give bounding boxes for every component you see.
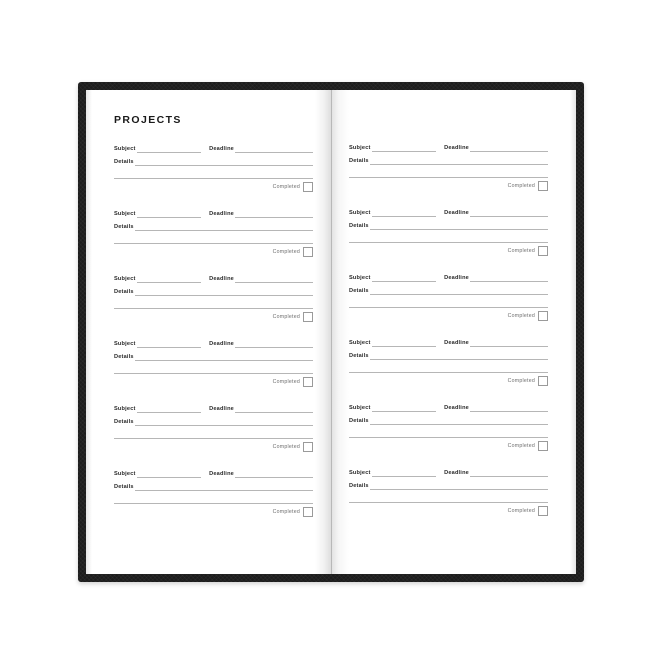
subject-input-line[interactable]: [137, 209, 201, 218]
note-row: [114, 166, 313, 179]
completed-label: Completed: [272, 509, 300, 515]
subject-deadline-row: [114, 335, 313, 348]
subject-label: Subject: [349, 144, 371, 151]
details-label: Details: [349, 417, 369, 424]
details-input-line[interactable]: [135, 222, 313, 231]
details-row: [114, 283, 313, 296]
deadline-input-line[interactable]: [470, 468, 548, 477]
details-label: Details: [114, 159, 134, 165]
deadline-input-line[interactable]: [470, 143, 548, 152]
deadline-label: Deadline: [444, 274, 469, 281]
subject-label: Subject: [349, 209, 371, 216]
subject-input-line[interactable]: [137, 339, 201, 348]
completed-checkbox[interactable]: [303, 377, 313, 387]
subject-input-line[interactable]: [372, 208, 436, 217]
note-row: [349, 295, 548, 308]
subject-deadline-row: [114, 465, 313, 478]
completed-row: [114, 311, 313, 323]
left-page-edge-shadow: [86, 90, 92, 574]
note-row: [114, 231, 313, 244]
note-input-line[interactable]: [114, 495, 313, 504]
completed-label: Completed: [272, 314, 300, 320]
notebook-cover: [78, 82, 584, 582]
subject-input-line[interactable]: [372, 143, 436, 152]
deadline-input-line[interactable]: [235, 469, 313, 478]
details-row: [349, 412, 548, 425]
project-entry[interactable]: [114, 270, 313, 323]
deadline-input-line[interactable]: [235, 404, 313, 413]
note-input-line[interactable]: [114, 430, 313, 439]
deadline-input-line[interactable]: [235, 274, 313, 283]
details-input-line[interactable]: [135, 352, 313, 361]
deadline-label: Deadline: [444, 469, 469, 476]
details-label: Details: [114, 484, 134, 490]
subject-deadline-row: [349, 464, 548, 477]
subject-deadline-row: [114, 400, 313, 413]
subject-deadline-row: [114, 270, 313, 283]
subject-label: Subject: [349, 404, 371, 411]
details-label: Details: [349, 352, 369, 359]
deadline-label: Deadline: [444, 144, 469, 151]
subject-label: Subject: [349, 469, 371, 476]
project-entry[interactable]: [349, 399, 548, 452]
project-entry[interactable]: [114, 205, 313, 258]
note-row: [349, 165, 548, 178]
deadline-input-line[interactable]: [235, 209, 313, 218]
details-row: [114, 153, 313, 166]
project-entry[interactable]: [114, 400, 313, 453]
right-page: [331, 90, 576, 574]
project-entry[interactable]: [349, 464, 548, 517]
subject-input-line[interactable]: [137, 404, 201, 413]
completed-row: [349, 505, 548, 517]
note-input-line[interactable]: [349, 364, 548, 373]
details-row: [114, 348, 313, 361]
project-entry[interactable]: [114, 140, 313, 193]
completed-row: [349, 180, 548, 192]
completed-row: [114, 246, 313, 258]
details-label: Details: [114, 419, 134, 425]
details-row: [114, 218, 313, 231]
deadline-input-line[interactable]: [470, 273, 548, 282]
details-row: [349, 152, 548, 165]
details-row: [349, 477, 548, 490]
completed-label: Completed: [507, 442, 535, 449]
note-input-line[interactable]: [114, 365, 313, 374]
completed-label: Completed: [507, 182, 535, 189]
details-input-line[interactable]: [135, 482, 313, 491]
completed-checkbox[interactable]: [538, 376, 548, 386]
details-input-line[interactable]: [135, 417, 313, 426]
completed-row: [114, 506, 313, 518]
completed-label: Completed: [272, 444, 300, 450]
note-row: [349, 425, 548, 438]
deadline-label: Deadline: [209, 211, 234, 217]
details-input-line[interactable]: [370, 221, 548, 230]
note-input-line[interactable]: [114, 300, 313, 309]
subject-label: Subject: [349, 339, 371, 346]
completed-label: Completed: [272, 184, 300, 190]
details-row: [114, 478, 313, 491]
subject-deadline-row: [349, 334, 548, 347]
deadline-label: Deadline: [209, 276, 234, 282]
deadline-label: Deadline: [444, 404, 469, 411]
details-label: Details: [114, 289, 134, 295]
details-label: Details: [349, 287, 369, 294]
deadline-label: Deadline: [444, 209, 469, 216]
deadline-label: Deadline: [209, 471, 234, 477]
deadline-input-line[interactable]: [470, 338, 548, 347]
completed-label: Completed: [507, 247, 535, 254]
subject-label: Subject: [114, 471, 136, 477]
completed-row: [114, 181, 313, 193]
completed-row: [349, 310, 548, 322]
note-row: [349, 230, 548, 243]
subject-deadline-row: [114, 205, 313, 218]
subject-deadline-row: [349, 269, 548, 282]
subject-deadline-row: [349, 399, 548, 412]
details-label: Details: [349, 157, 369, 164]
completed-checkbox[interactable]: [538, 441, 548, 451]
project-entry[interactable]: [349, 269, 548, 322]
project-entry[interactable]: [114, 465, 313, 518]
note-input-line[interactable]: [114, 170, 313, 179]
details-label: Details: [114, 354, 134, 360]
subject-input-line[interactable]: [372, 273, 436, 282]
completed-checkbox[interactable]: [303, 507, 313, 517]
notebook-spread: [86, 90, 576, 574]
subject-input-line[interactable]: [137, 469, 201, 478]
right-page-edge-shadow: [570, 90, 576, 574]
subject-label: Subject: [349, 274, 371, 281]
left-page: [86, 90, 331, 574]
details-input-line[interactable]: [135, 157, 313, 166]
details-input-line[interactable]: [370, 416, 548, 425]
completed-checkbox[interactable]: [303, 312, 313, 322]
page-title: PROJECTS: [114, 114, 182, 126]
completed-label: Completed: [272, 379, 300, 385]
completed-row: [349, 375, 548, 387]
project-entry[interactable]: [349, 204, 548, 257]
details-input-line[interactable]: [370, 156, 548, 165]
subject-label: Subject: [114, 341, 136, 347]
details-input-line[interactable]: [370, 351, 548, 360]
details-input-line[interactable]: [135, 287, 313, 296]
subject-input-line[interactable]: [372, 468, 436, 477]
note-row: [114, 296, 313, 309]
note-row: [349, 490, 548, 503]
completed-label: Completed: [272, 249, 300, 255]
note-input-line[interactable]: [349, 494, 548, 503]
subject-input-line[interactable]: [372, 403, 436, 412]
details-row: [349, 217, 548, 230]
right-page-title-spacer: [349, 114, 548, 139]
project-entry[interactable]: [349, 334, 548, 387]
details-row: [349, 347, 548, 360]
note-row: [114, 361, 313, 374]
note-row: [349, 360, 548, 373]
subject-input-line[interactable]: [137, 144, 201, 153]
deadline-input-line[interactable]: [470, 208, 548, 217]
completed-row: [349, 245, 548, 257]
project-entry[interactable]: [114, 335, 313, 388]
completed-label: Completed: [507, 377, 535, 384]
details-label: Details: [114, 224, 134, 230]
completed-checkbox[interactable]: [538, 181, 548, 191]
subject-label: Subject: [114, 276, 136, 282]
details-label: Details: [349, 482, 369, 489]
deadline-label: Deadline: [444, 339, 469, 346]
note-input-line[interactable]: [349, 429, 548, 438]
project-entry[interactable]: [349, 139, 548, 192]
subject-deadline-row: [114, 140, 313, 153]
subject-input-line[interactable]: [137, 274, 201, 283]
subject-input-line[interactable]: [372, 338, 436, 347]
details-row: [114, 413, 313, 426]
note-input-line[interactable]: [349, 234, 548, 243]
note-input-line[interactable]: [349, 299, 548, 308]
completed-row: [349, 440, 548, 452]
deadline-input-line[interactable]: [470, 403, 548, 412]
note-row: [114, 426, 313, 439]
deadline-input-line[interactable]: [235, 144, 313, 153]
note-input-line[interactable]: [349, 169, 548, 178]
completed-checkbox[interactable]: [303, 247, 313, 257]
subject-deadline-row: [349, 139, 548, 152]
completed-checkbox[interactable]: [303, 182, 313, 192]
subject-label: Subject: [114, 406, 136, 412]
details-label: Details: [349, 222, 369, 229]
subject-label: Subject: [114, 211, 136, 217]
completed-label: Completed: [507, 507, 535, 514]
note-row: [114, 491, 313, 504]
deadline-label: Deadline: [209, 341, 234, 347]
completed-checkbox[interactable]: [538, 311, 548, 321]
completed-row: [114, 376, 313, 388]
completed-checkbox[interactable]: [303, 442, 313, 452]
deadline-label: Deadline: [209, 406, 234, 412]
deadline-label: Deadline: [209, 146, 234, 152]
deadline-input-line[interactable]: [235, 339, 313, 348]
details-row: [349, 282, 548, 295]
completed-checkbox[interactable]: [538, 506, 548, 516]
details-input-line[interactable]: [370, 286, 548, 295]
note-input-line[interactable]: [114, 235, 313, 244]
subject-deadline-row: [349, 204, 548, 217]
details-input-line[interactable]: [370, 481, 548, 490]
completed-checkbox[interactable]: [538, 246, 548, 256]
subject-label: Subject: [114, 146, 136, 152]
completed-label: Completed: [507, 312, 535, 319]
completed-row: [114, 441, 313, 453]
